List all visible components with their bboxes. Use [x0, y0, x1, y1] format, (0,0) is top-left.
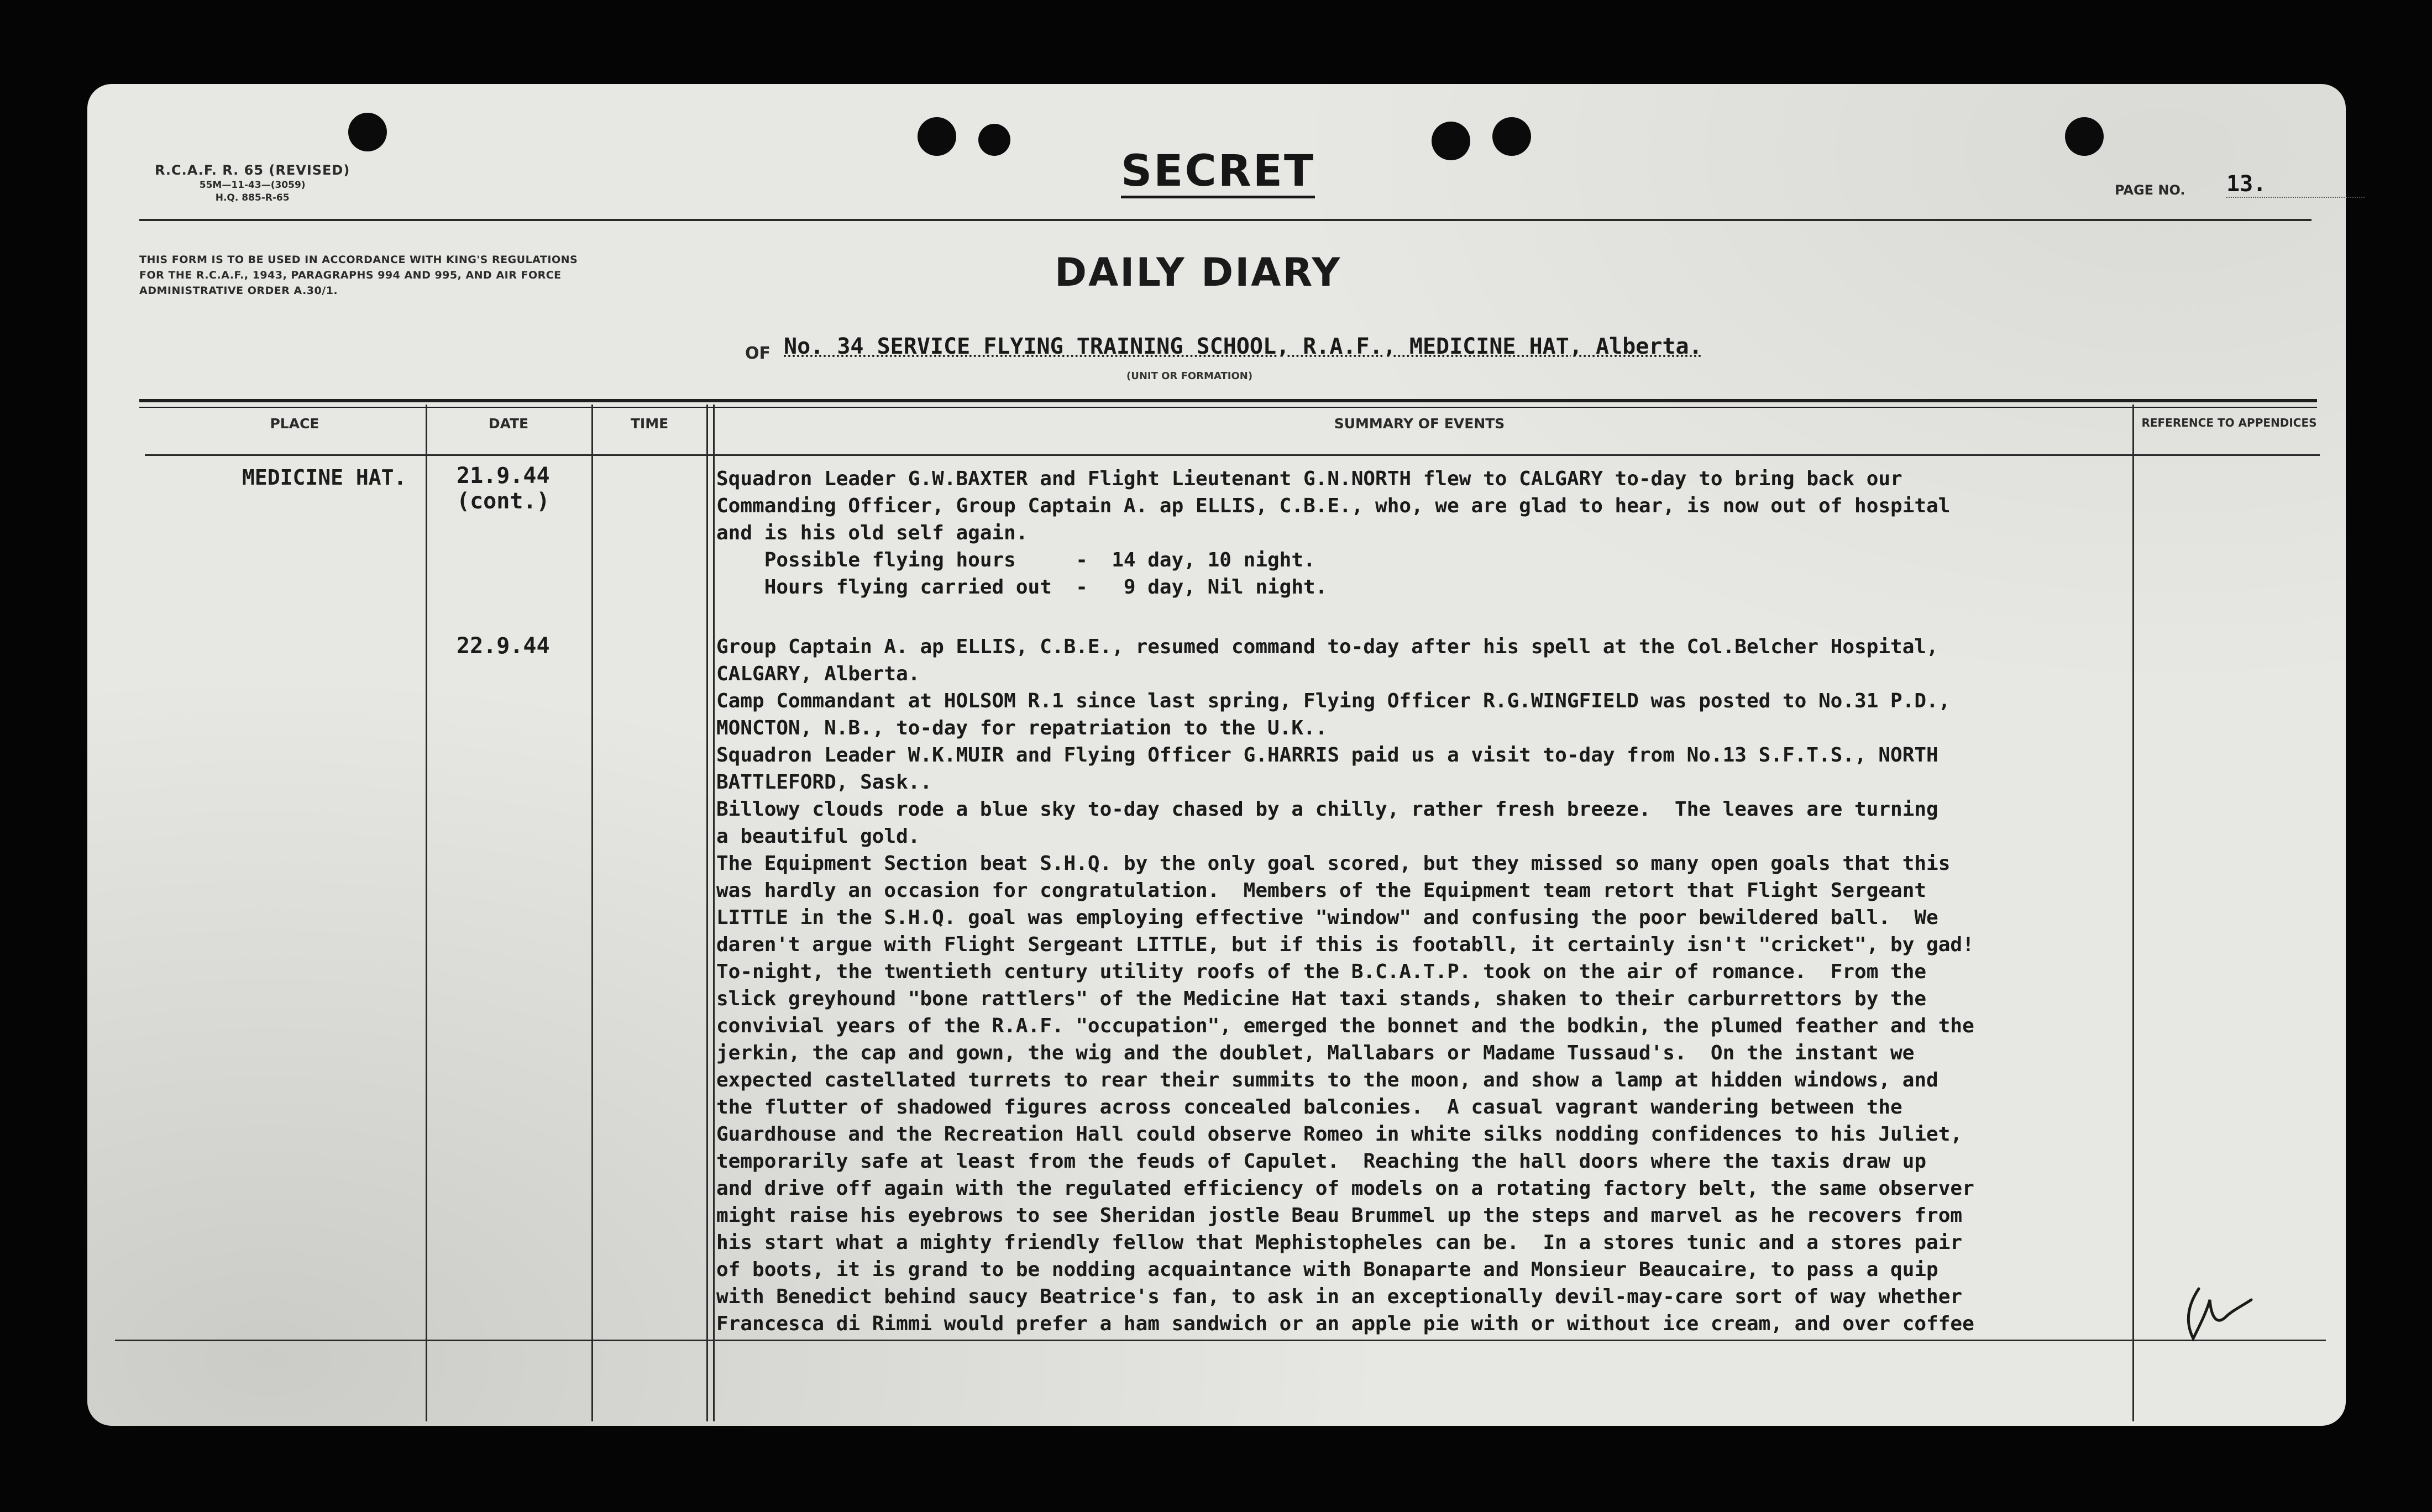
form-title: DAILY DIARY	[1055, 250, 1342, 295]
page-number: 13.	[2226, 171, 2365, 198]
table-bottom-rule	[115, 1340, 2326, 1341]
column-header-summary: SUMMARY OF EVENTS	[1334, 416, 1505, 432]
header-rule	[139, 219, 2312, 221]
column-header-place: PLACE	[270, 416, 319, 432]
diary-entry: Group Captain A. ap ELLIS, C.B.E., resumed command to-day after his spell at the Col.Belcher Hospital, CALGARY, Alberta. Camp Commandant at HOLSOM R.1 since last spring, Flying Officer R.G.WINGFIELD was posted to No.31 P.D., MONCTON, N.B., to-day for repatriation to the U.K.. Squadron Leader W.K.MUIR and Flying Officer G.HARRIS paid us a visit to-day from No.13 S.F.T.S., NORTH BATTLEFORD, Sask.. Billowy clouds rode a blue sky to-day chased by a chilly, rather fresh breeze. The leaves are turning a beautiful gold. The Equipment Section beat S.H.Q. by the only goal scored, but they missed so many open goals that this was hardly an occasion for congratulation. Members of the Equipment team retort that Flight Sergeant LITTLE in the S.H.Q. goal was employing effective "window" and confusing the poor bewildered ball. We daren't argue with Flight Sergeant LITTLE, but if this is footabll, it certainly isn't "cricket", by gad! To-night, the twentieth century utility roofs of the B.C.A.T.P. took on the air of romance. From the slick greyhound "bone rattlers" of the Medicine Hat taxi stands, shaken to their carburrettors by the convivial years of the R.A.F. "occupation", emerged the bonnet and the bodkin, the plumed feather and the jerkin, the cap and gown, the wig and the doublet, Mallabars or Madame Tussaud's. On the instant we expected castellated turrets to rear their summits to the moon, and show a lamp at hidden windows, and the flutter of shadowed figures across concealed balconies. A casual vagrant wandering between the Guardhouse and the Recreation Hall could observe Romeo in white silks nodding confidences to his Juliet, temporarily safe at least from the feuds of Capulet. Reaching the hall doors where the taxis draw up and drive off again with the regulated efficiency of models on a rotating factory belt, the same observer might raise his eyebrows to see Sheridan jostle Beau Brummel up the steps and marvel as he recovers from his start what a mighty friendly fellow that Mephistopheles can be. In a stores tunic and a stores pair of boots, it is grand to be nodding acquaintance with Bonaparte and Monsieur Beaucaire, to pass a quip with Benedict behind saucy Beatrice's fan, to ask in an exceptionally devil-may-care sort of way whether Francesca di Rimmi would prefer a ham sandwich or an apple pie with or without ice cream, and over coffee	[716, 636, 1974, 1335]
punch-hole	[1432, 122, 1470, 160]
page-number-label: PAGE NO.	[2115, 182, 2185, 198]
unit-caption: (UNIT OR FORMATION)	[1126, 370, 1253, 382]
column-divider	[713, 405, 715, 1421]
classification-stamp: SECRET	[1121, 149, 1315, 198]
entry-date	[457, 463, 550, 514]
unit-name: No. 34 SERVICE FLYING TRAINING SCHOOL, R.A.F., MEDICINE HAT, Alberta.	[784, 334, 1702, 359]
column-header-time: TIME	[630, 416, 669, 432]
punch-hole	[978, 124, 1010, 156]
diary-entry: Squadron Leader G.W.BAXTER and Flight Lieutenant G.N.NORTH flew to CALGARY to-day to bring back our Commanding Officer, Group Captain A. ap ELLIS, C.B.E., who, we are glad to hear, is now out of hospital and is his old self again. Possible flying hours - 14 day, 10 night. Hours flying carried out - 9 day, Nil night.	[716, 468, 1951, 599]
form-ref-line1: R.C.A.F. R. 65 (REVISED)	[155, 162, 350, 178]
form-ref-line3: H.Q. 885-R-65	[215, 192, 290, 203]
of-label: OF	[745, 344, 771, 363]
column-divider	[426, 405, 427, 1421]
form-ref-line2: 55M—11-43—(3059)	[199, 180, 306, 191]
entry-date	[457, 633, 550, 659]
date-value: 22.9.44	[457, 633, 550, 659]
punch-hole	[918, 117, 956, 156]
column-header-rule	[145, 454, 2320, 456]
form-reference	[155, 162, 350, 203]
form-instructions: THIS FORM IS TO BE USED IN ACCORDANCE WITH KING'S REGULATIONS FOR THE R.C.A.F., 1943, PARAGRAPHS 994 AND 995, AND AIR FORCE ADMINISTRATIVE ORDER A.30/1.	[139, 254, 578, 297]
date-note: (cont.)	[457, 489, 550, 514]
punch-hole	[1492, 117, 1531, 156]
punch-hole	[348, 113, 387, 151]
table-top-rule-thin	[139, 407, 2317, 408]
column-divider	[591, 405, 593, 1421]
place-cell: MEDICINE HAT.	[242, 465, 407, 490]
column-divider	[706, 405, 708, 1421]
date-value: 21.9.44	[457, 463, 550, 489]
punch-hole	[2065, 117, 2104, 156]
table-top-rule	[139, 399, 2317, 402]
column-header-date: DATE	[488, 416, 529, 432]
diary-sheet	[87, 84, 2346, 1426]
handwritten-initials	[2177, 1283, 2254, 1344]
column-header-reference: REFERENCE TO APPENDICES	[2141, 416, 2317, 429]
